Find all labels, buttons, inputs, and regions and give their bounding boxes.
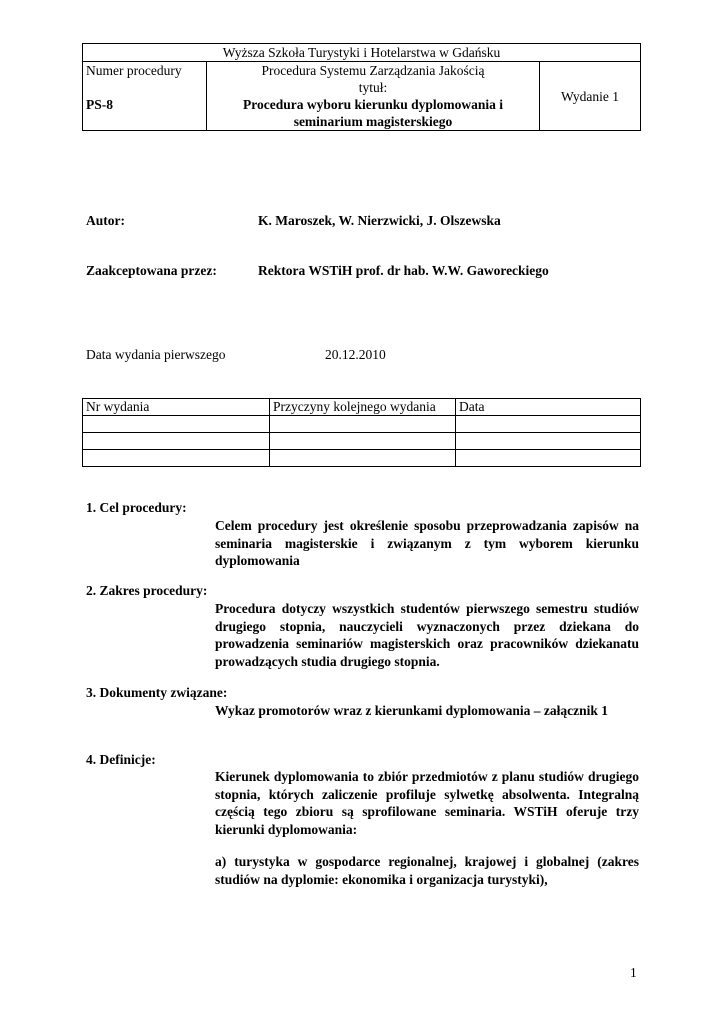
table-row (83, 416, 641, 433)
document-header-table (82, 43, 641, 131)
section-2-title: 2. Zakres procedury: (86, 583, 208, 598)
table-row (83, 433, 641, 450)
edition-label: Wydanie 1 (560, 88, 620, 104)
column-header-date: Data (456, 399, 641, 416)
accepted-by-value: Rektora WSTiH prof. dr hab. W.W. Gaworeckiego (258, 263, 549, 278)
procedure-title-cell (207, 62, 540, 131)
table-row (83, 450, 641, 467)
section-4-body: Kierunek dyplomowania to zbiór przedmiotów z planu studiów drugiego stopnia, których zaliczenie profiluje sylwetkę absolwenta. Integralną częścią tego zbioru są sprofilowane seminaria. WSTiH oferuje trzy kierunki dyplomowania: (215, 769, 639, 837)
section-4-title: 4. Definicje: (86, 752, 156, 767)
table-cell (270, 433, 456, 450)
author-label: Autor: (86, 213, 125, 228)
column-header-edition-number: Nr wydania (83, 399, 270, 416)
section-1-title: 1. Cel procedury: (86, 500, 187, 515)
accepted-by-label: Zaakceptowana przez: (86, 263, 217, 278)
title-label: tytuł: (358, 80, 388, 95)
procedure-title-line1: Procedura wyboru kierunku dyplomowania i (242, 97, 504, 112)
first-issue-date: 20.12.2010 (325, 347, 386, 362)
table-cell (456, 450, 641, 467)
procedure-title-line2: seminarium magisterskiego (293, 114, 453, 129)
section-1-body: Celem procedury jest określenie sposobu przeprowadzania zapisów na seminaria magisterskie i związanym z tym wyborem kierunku dyplomowania (215, 518, 639, 568)
table-cell (83, 416, 270, 433)
institution-name: Wyższa Szkoła Turystyki i Hotelarstwa w Gdańsku (83, 44, 641, 62)
table-header-row (83, 399, 641, 416)
table-cell (83, 433, 270, 450)
table-cell (270, 416, 456, 433)
procedure-number-cell (83, 62, 207, 131)
revision-history-table (82, 398, 641, 467)
table-cell (456, 416, 641, 433)
table-cell (83, 450, 270, 467)
edition-cell (540, 62, 641, 131)
section-3-title: 3. Dokumenty związane: (86, 685, 228, 700)
section-3-body: Wykaz promotorów wraz z kierunkami dyplomowania – załącznik 1 (215, 703, 608, 718)
author-value: K. Maroszek, W. Nierzwicki, J. Olszewska (258, 213, 501, 228)
table-cell (270, 450, 456, 467)
section-4-item-a: a) turystyka w gospodarce regionalnej, krajowej i globalnej (zakres studiów na dyplomie: ekonomika i organizacja turystyki), (215, 854, 639, 887)
table-cell (456, 433, 641, 450)
procedure-number-label: Numer procedury (86, 63, 182, 78)
procedure-number: PS-8 (86, 97, 113, 112)
first-issue-label: Data wydania pierwszego (86, 347, 226, 362)
page-number: 1 (630, 965, 637, 980)
quality-system-line: Procedura Systemu Zarządzania Jakością (261, 63, 485, 78)
section-2-body: Procedura dotyczy wszystkich studentów pierwszego semestru studiów drugiego stopnia, nauczycieli wyznaczonych przez dziekana do prowadzenia seminariów magisterskich oraz pracowników dziekanatu prowadzących studia drugiego stopnia. (215, 601, 639, 669)
column-header-reasons: Przyczyny kolejnego wydania (270, 399, 456, 416)
